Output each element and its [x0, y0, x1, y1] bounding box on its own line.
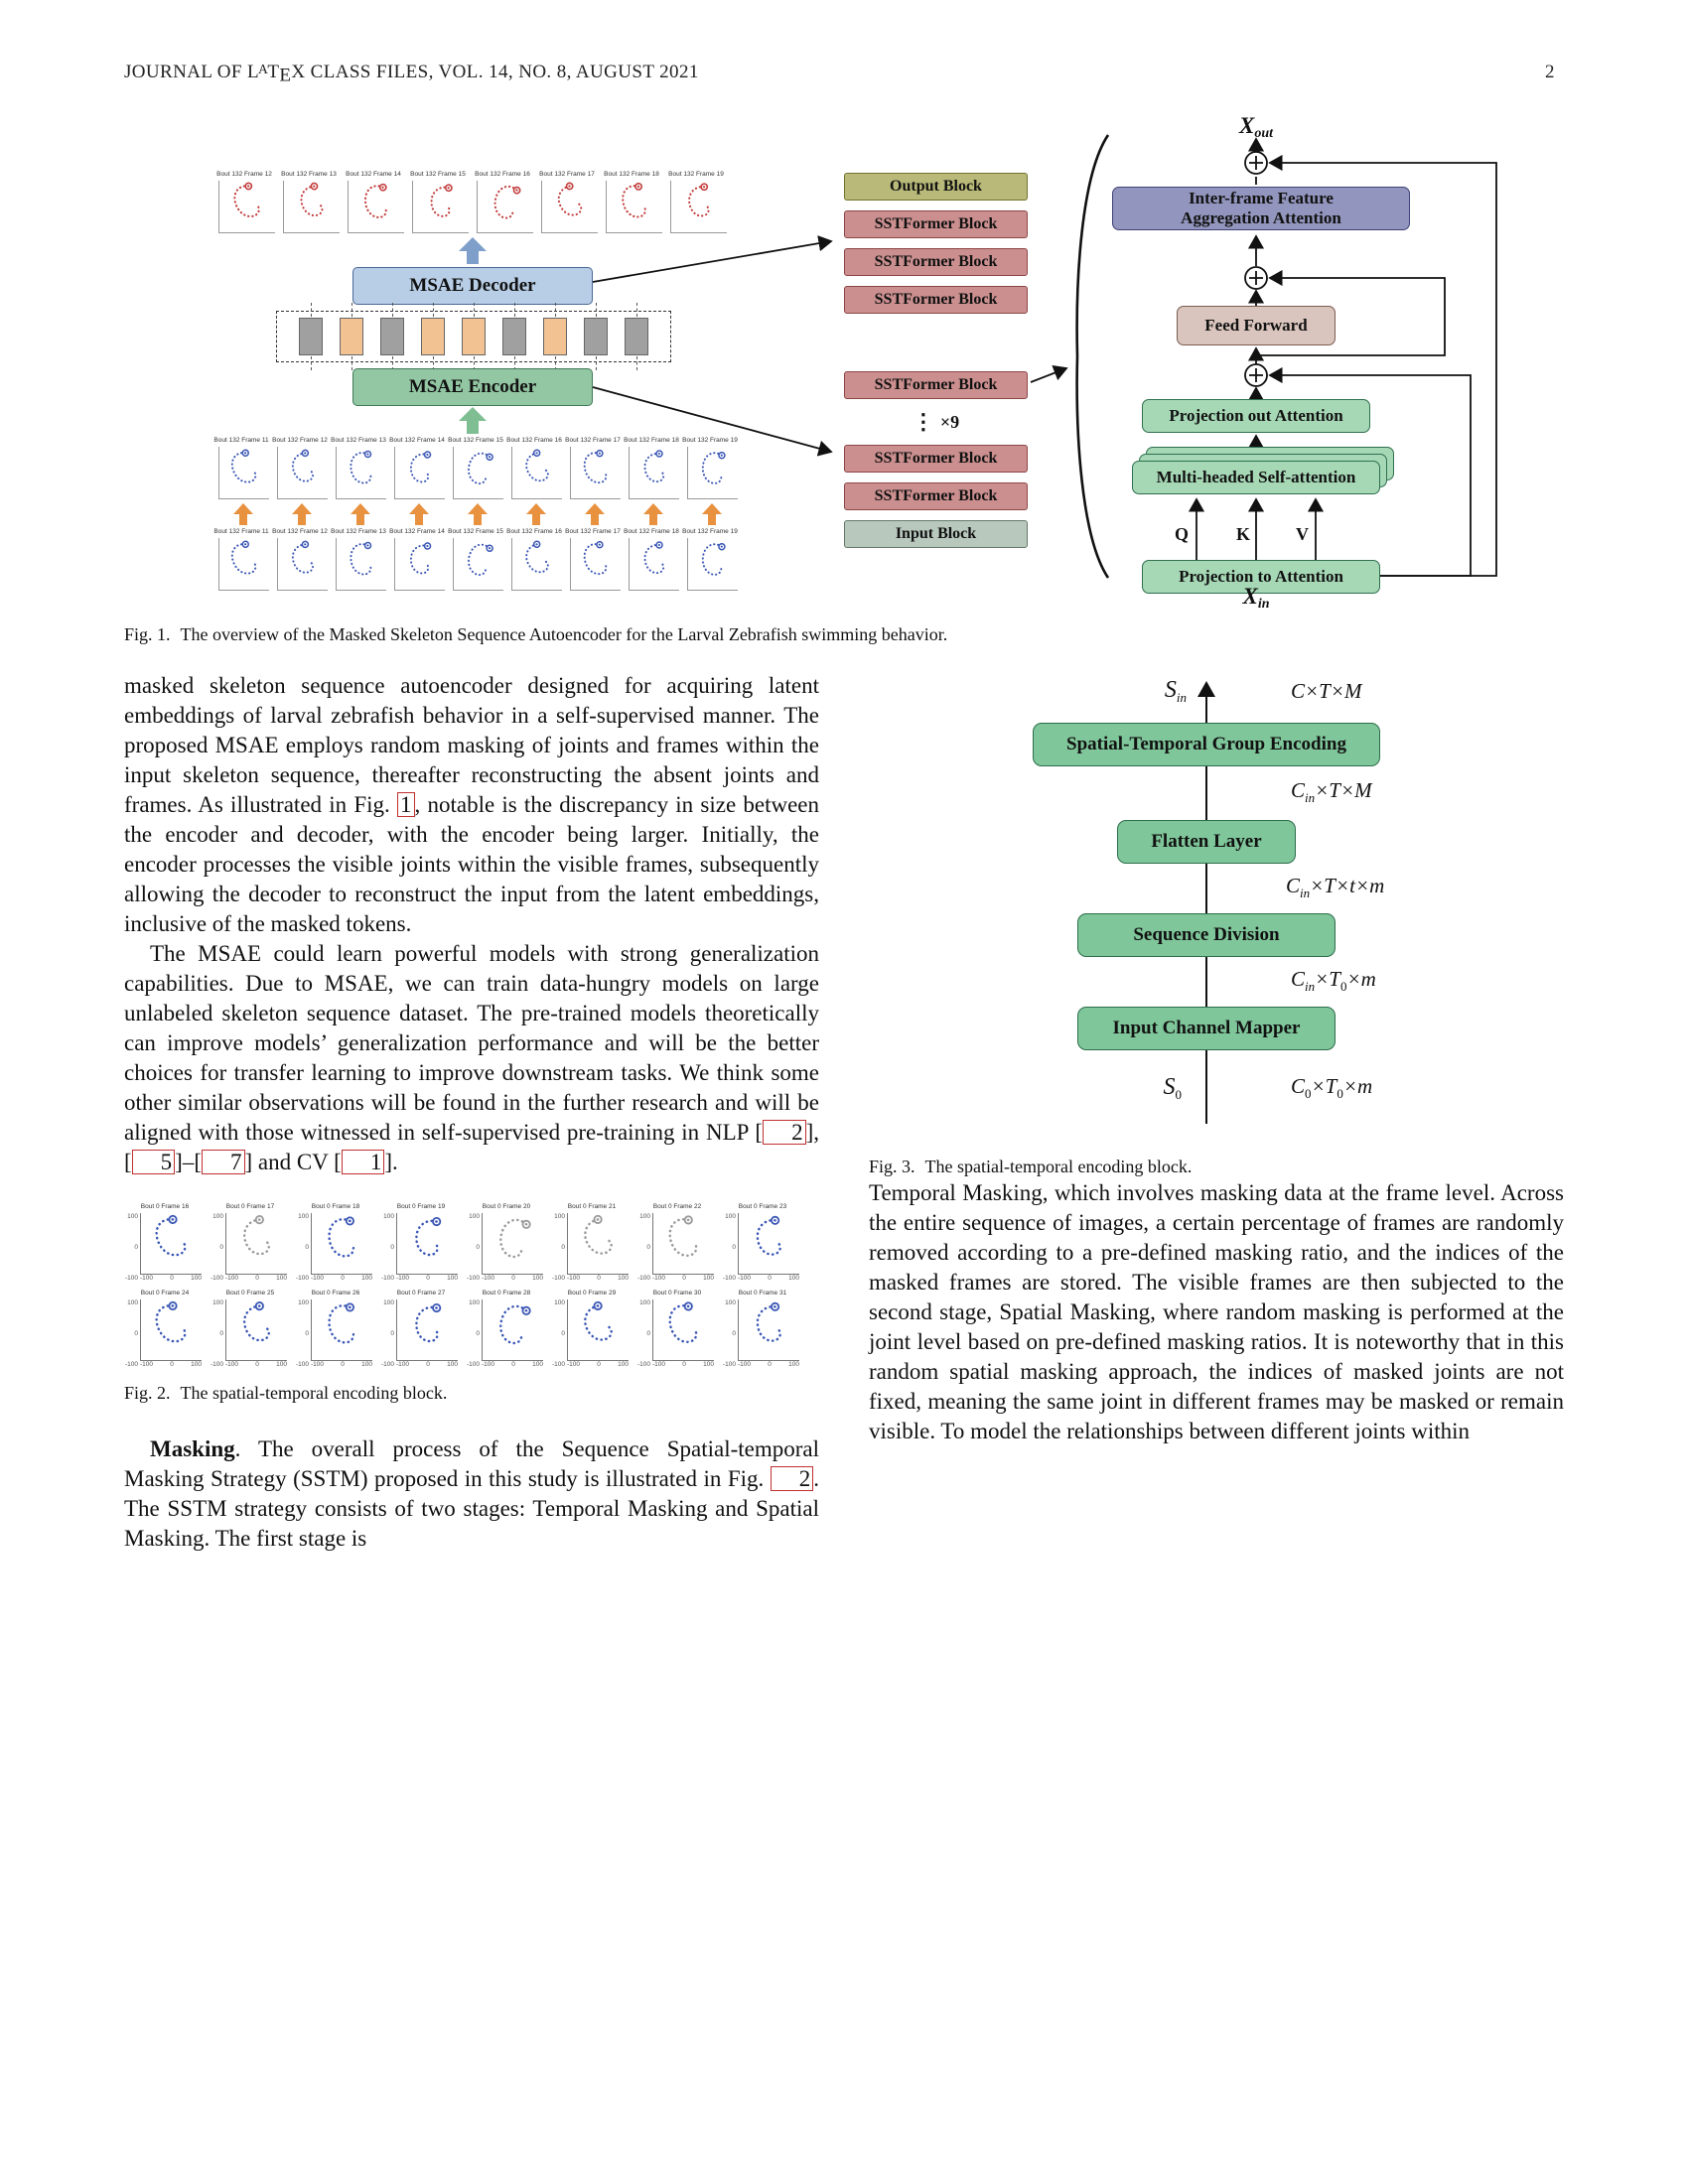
up-arrow-icon: [526, 503, 546, 525]
plot-title: Bout 132 Frame 12: [272, 437, 328, 444]
plot-title: Bout 0 Frame 29: [567, 1290, 617, 1297]
skeleton-plot: [722, 1290, 803, 1368]
skeleton-plot: [636, 1203, 718, 1282]
skeleton-plot: [565, 528, 621, 591]
plot-title: Bout 132 Frame 13: [281, 171, 337, 178]
skeleton-plot: [213, 171, 275, 233]
plot-axes: [567, 1299, 629, 1361]
skeleton-plot: [624, 437, 679, 499]
x-axis-ticks: -100 0 100: [396, 1275, 458, 1282]
fig3-caption: Fig. 3. The spatial-temporal encoding block.: [869, 1157, 1193, 1176]
x-axis-ticks: -100 0 100: [738, 1361, 799, 1368]
plot-title: Bout 0 Frame 28: [482, 1290, 531, 1297]
plot-axes: [652, 1299, 714, 1361]
skeleton-plot: [124, 1203, 206, 1282]
plot-title: Bout 132 Frame 18: [624, 528, 679, 535]
plot-axes: [482, 1213, 543, 1275]
plot-axes: [687, 447, 738, 499]
y-axis-ticks: 100 0 -100: [551, 1213, 565, 1282]
skeleton-plot: [389, 437, 445, 499]
dim-label: $C_{in}\times T_0\times m$: [1291, 967, 1376, 994]
plot-axes: [511, 538, 562, 591]
plot-axes: [218, 538, 269, 591]
plot-title: Bout 0 Frame 20: [482, 1203, 531, 1210]
dim-label: $C_0\times T_0\times m$: [1291, 1074, 1373, 1101]
up-arrow-icon: [233, 503, 253, 525]
plot-axes: [336, 538, 386, 591]
skeleton-plot: [624, 528, 679, 591]
sstformer-block-box: SSTFormer Block: [844, 371, 1028, 399]
skeleton-plot: [124, 1290, 206, 1368]
skeleton-plot: [636, 1290, 718, 1368]
plot-axes: [396, 1213, 458, 1275]
skeleton-plot: [466, 1203, 547, 1282]
plot-axes: [541, 181, 598, 233]
mask-token: [380, 318, 404, 355]
skeleton-plot: [682, 528, 738, 591]
input-block-box: Input Block: [844, 520, 1028, 548]
paragraph: The MSAE could learn powerful models with strong generalization capabilities. Due to MSAE, we can train data-hungry models on large unlabeled skeleton sequence dataset. The pre-trained models theoretically can improve models’ generalization performance and will be the better choices for transfer learning to improve downstream tasks. We think some other similar observations will be found in the further research and will be aligned with those witnessed in self-supervised pre-training in NLP [ 2 ], [ 5 ]–[ 7 ] and CV [ 1 ].: [124, 941, 819, 1174]
plot-title: Bout 132 Frame 19: [668, 171, 724, 178]
skeleton-plot: [565, 437, 621, 499]
fig1-caption: Fig. 1. The overview of the Masked Skeleton Sequence Autoencoder for the Larval Zebrafish swimming behavior.: [124, 624, 948, 644]
plot-title: Bout 132 Frame 18: [604, 171, 659, 178]
sstformer-block-box: SSTFormer Block: [844, 248, 1028, 276]
plot-title: Bout 0 Frame 16: [140, 1203, 190, 1210]
dim-label: C×T×M: [1291, 679, 1362, 703]
encoder-block-stack: [844, 371, 1028, 548]
plot-title: Bout 132 Frame 19: [682, 437, 738, 444]
figure-1: [164, 111, 1524, 613]
plot-axes: [570, 538, 621, 591]
plot-title: Bout 132 Frame 18: [624, 437, 679, 444]
plot-axes: [482, 1299, 543, 1361]
up-arrow-icon: [459, 237, 487, 264]
plot-title: Bout 132 Frame 13: [331, 528, 386, 535]
projection-out-attention-box: Projection out Attention: [1142, 399, 1370, 433]
x-axis-ticks: -100 0 100: [225, 1361, 287, 1368]
plot-title: Bout 0 Frame 27: [396, 1290, 446, 1297]
skeleton-plot: [601, 171, 662, 233]
plot-axes: [629, 447, 679, 499]
right-column: [869, 671, 1564, 1446]
msae-decoder-box: MSAE Decoder: [352, 267, 593, 305]
input-channel-mapper-box: Input Channel Mapper: [1077, 1007, 1336, 1050]
plot-title: Bout 0 Frame 26: [311, 1290, 360, 1297]
skeleton-plot: [210, 1203, 291, 1282]
plot-title: Bout 132 Frame 16: [475, 171, 530, 178]
plot-axes: [687, 538, 738, 591]
skeleton-plot: [506, 528, 562, 591]
plot-title: Bout 0 Frame 19: [396, 1203, 446, 1210]
sequence-division-box: Sequence Division: [1077, 913, 1336, 957]
up-arrow-icon: [643, 503, 663, 525]
skeleton-plot: [272, 437, 328, 499]
skeleton-plot: [506, 437, 562, 499]
sum-icon: [1245, 152, 1267, 174]
feed-forward-box: Feed Forward: [1177, 306, 1336, 345]
reconstructed-frames-row: [213, 171, 727, 233]
sstformer-block-box: SSTFormer Block: [844, 445, 1028, 473]
plot-title: Bout 132 Frame 11: [213, 528, 269, 535]
plot-axes: [412, 181, 469, 233]
skeleton-plot: [472, 171, 533, 233]
plot-axes: [453, 447, 503, 499]
citation-link[interactable]: 1: [397, 792, 415, 817]
sstformer-block-box: SSTFormer Block: [844, 482, 1028, 510]
decoder-to-stack-arrow: [593, 241, 831, 282]
mask-token: [462, 318, 486, 355]
figure-3: [869, 671, 1564, 1178]
left-column: [124, 671, 819, 1554]
plot-axes: [396, 1299, 458, 1361]
mask-token: [340, 318, 363, 355]
plot-axes: [311, 1213, 372, 1275]
dim-label: $C_{in}\times T\times M$: [1291, 778, 1372, 805]
y-axis-ticks: 100 0 -100: [466, 1213, 480, 1282]
plot-axes: [567, 1213, 629, 1275]
visible-frames-row: [213, 437, 738, 499]
citation-link[interactable]: 5: [132, 1150, 176, 1174]
plot-axes: [738, 1299, 799, 1361]
citation-link[interactable]: 2: [771, 1466, 814, 1491]
plot-title: Bout 132 Frame 12: [216, 171, 272, 178]
plot-title: Bout 0 Frame 30: [652, 1290, 702, 1297]
plot-axes: [511, 447, 562, 499]
plot-axes: [218, 181, 275, 233]
y-axis-ticks: 100 0 -100: [636, 1213, 650, 1282]
skeleton-plot: [295, 1203, 376, 1282]
skeleton-plot: [331, 528, 386, 591]
plot-title: Bout 132 Frame 14: [346, 171, 401, 178]
x-axis-ticks: -100 0 100: [652, 1361, 714, 1368]
skeleton-plot: [295, 1290, 376, 1368]
plot-axes: [394, 538, 445, 591]
plot-title: Bout 0 Frame 22: [652, 1203, 702, 1210]
plot-axes: [277, 447, 328, 499]
plot-title: Bout 132 Frame 16: [506, 437, 562, 444]
plot-title: Bout 132 Frame 17: [565, 528, 621, 535]
projection-to-attention-box: Projection to Attention: [1142, 560, 1380, 594]
y-axis-ticks: 100 0 -100: [295, 1213, 309, 1282]
x-out-label: Xout: [1238, 113, 1274, 141]
x-axis-ticks: -100 0 100: [482, 1361, 543, 1368]
up-arrow-icon: [459, 407, 487, 434]
plot-title: Bout 132 Frame 19: [682, 528, 738, 535]
mask-token: [584, 318, 608, 355]
plot-title: Bout 0 Frame 31: [738, 1290, 787, 1297]
y-axis-ticks: 100 0 -100: [380, 1299, 394, 1368]
plot-axes: [283, 181, 340, 233]
skeleton-plot: [343, 171, 404, 233]
mask-token: [299, 318, 323, 355]
skeleton-plot: [213, 528, 269, 591]
x-axis-ticks: -100 0 100: [140, 1275, 202, 1282]
x-axis-ticks: -100 0 100: [225, 1275, 287, 1282]
skeleton-plot: [448, 437, 503, 499]
y-axis-ticks: 100 0 -100: [636, 1299, 650, 1368]
sstformer-block-box: SSTFormer Block: [844, 286, 1028, 314]
masked-token-row: [276, 311, 671, 362]
skeleton-plot: [551, 1203, 633, 1282]
paragraph: masked skeleton sequence autoencoder designed for acquiring latent embeddings of larval zebrafish behavior in a self-supervised manner. The proposed MSAE employs random masking of joints and frames within the input skeleton sequence, thereafter reconstructing the absent joints and frames. As illustrated in Fig. 1 , notable is the discrepancy in size between the encoder and decoder, with the encoder being larger. Initially, the encoder processes the visible joints within the visible frames, subsequently allowing the decoder to reconstruct the input from the latent embeddings, inclusive of the masked tokens.: [124, 673, 819, 936]
y-axis-ticks: 100 0 -100: [210, 1299, 223, 1368]
plot-title: Bout 132 Frame 17: [565, 437, 621, 444]
interframe-attention-box: Inter-frame Feature Aggregation Attention: [1112, 187, 1410, 230]
multi-headed-self-attention-box: Multi-headed Self-attention: [1132, 461, 1380, 494]
plot-axes: [606, 181, 662, 233]
plot-axes: [140, 1299, 202, 1361]
y-axis-ticks: 100 0 -100: [551, 1299, 565, 1368]
skeleton-plot: [389, 528, 445, 591]
plot-title: Bout 0 Frame 18: [311, 1203, 360, 1210]
plot-title: Bout 132 Frame 11: [213, 437, 269, 444]
mask-token: [502, 318, 526, 355]
sum-icon: [1245, 364, 1267, 386]
plot-title: Bout 132 Frame 14: [389, 528, 445, 535]
plot-axes: [477, 181, 533, 233]
mask-token: [625, 318, 648, 355]
plot-axes: [670, 181, 727, 233]
x-axis-ticks: -100 0 100: [140, 1361, 202, 1368]
y-axis-ticks: 100 0 -100: [124, 1213, 138, 1282]
plot-axes: [348, 181, 404, 233]
x-axis-ticks: -100 0 100: [311, 1275, 372, 1282]
plot-title: Bout 132 Frame 16: [506, 528, 562, 535]
y-axis-ticks: 100 0 -100: [124, 1299, 138, 1368]
plot-axes: [218, 447, 269, 499]
skeleton-plot: [466, 1290, 547, 1368]
plot-axes: [738, 1213, 799, 1275]
plot-title: Bout 0 Frame 21: [567, 1203, 617, 1210]
x-axis-ticks: -100 0 100: [738, 1275, 799, 1282]
sum-icon: [1245, 267, 1267, 289]
s-in-label: $S_{in}$: [1164, 677, 1187, 705]
plot-axes: [225, 1299, 287, 1361]
plot-axes: [311, 1299, 372, 1361]
flatten-layer-box: Flatten Layer: [1117, 820, 1296, 864]
x-axis-ticks: -100 0 100: [482, 1275, 543, 1282]
page-number: 2: [1545, 62, 1555, 82]
frame-arrows-row: [213, 503, 741, 525]
q-label: Q: [1175, 524, 1190, 544]
spatial-temporal-group-encoding-box: Spatial-Temporal Group Encoding: [1033, 723, 1380, 766]
citation-link[interactable]: 7: [202, 1150, 245, 1174]
skeleton-plot: [380, 1290, 462, 1368]
plot-title: Bout 132 Frame 12: [272, 528, 328, 535]
plot-axes: [140, 1213, 202, 1275]
plot-title: Bout 0 Frame 24: [140, 1290, 190, 1297]
up-arrow-icon: [468, 503, 488, 525]
plot-title: Bout 132 Frame 15: [448, 528, 503, 535]
x-in-label: Xin: [1242, 584, 1270, 612]
mask-token: [421, 318, 445, 355]
y-axis-ticks: 100 0 -100: [295, 1299, 309, 1368]
plot-axes: [394, 447, 445, 499]
x-axis-ticks: -100 0 100: [567, 1275, 629, 1282]
skeleton-plot: [722, 1203, 803, 1282]
skeleton-plot: [278, 171, 340, 233]
skeleton-plot: [536, 171, 598, 233]
repeat-times-label: ⋮ ×9: [912, 409, 960, 434]
skeleton-plot: [331, 437, 386, 499]
fig2-bottom-row: [124, 1290, 819, 1368]
mask-token: [543, 318, 567, 355]
plot-title: Bout 0 Frame 23: [738, 1203, 787, 1210]
up-arrow-icon: [585, 503, 605, 525]
output-block-box: Output Block: [844, 173, 1028, 201]
skeleton-plot: [407, 171, 469, 233]
plot-axes: [336, 447, 386, 499]
msae-encoder-box: MSAE Encoder: [352, 368, 593, 406]
skeleton-plot: [210, 1290, 291, 1368]
paragraph: Masking. The overall process of the Sequence Spatial-temporal Masking Strategy (SSTM) proposed in this study is illustrated in Fig. 2 . The SSTM strategy consists of two stages: Temporal Masking and Spatial Masking. The first stage is: [124, 1436, 819, 1551]
decoder-block-stack: [844, 173, 1028, 314]
skeleton-plot: [448, 528, 503, 591]
plot-axes: [570, 447, 621, 499]
skeleton-plot: [551, 1290, 633, 1368]
plot-title: Bout 132 Frame 14: [389, 437, 445, 444]
fig3-diagram: [869, 671, 1564, 1138]
citation-link[interactable]: 1: [342, 1150, 385, 1174]
plot-axes: [225, 1213, 287, 1275]
figure-2: [124, 1203, 819, 1405]
plot-title: Bout 132 Frame 15: [448, 437, 503, 444]
skeleton-plot: [682, 437, 738, 499]
plot-axes: [629, 538, 679, 591]
sstformer-block-box: SSTFormer Block: [844, 210, 1028, 238]
citation-link[interactable]: 2: [763, 1120, 806, 1145]
plot-title: Bout 132 Frame 17: [539, 171, 595, 178]
k-label: K: [1236, 524, 1251, 544]
x-axis-ticks: -100 0 100: [652, 1275, 714, 1282]
plot-axes: [277, 538, 328, 591]
up-arrow-icon: [702, 503, 722, 525]
up-arrow-icon: [351, 503, 370, 525]
up-arrow-icon: [292, 503, 312, 525]
plot-title: Bout 0 Frame 17: [225, 1203, 275, 1210]
v-label: V: [1296, 524, 1309, 544]
skeleton-plot: [272, 528, 328, 591]
plot-title: Bout 0 Frame 25: [225, 1290, 275, 1297]
detail-brace: [1077, 135, 1108, 578]
x-axis-ticks: -100 0 100: [567, 1361, 629, 1368]
sstformer-to-detail-arrow: [1031, 368, 1066, 382]
paragraph: Temporal Masking, which involves masking data at the frame level. Across the entire sequence of images, a certain percentage of frames are randomly removed according to a pre-defined masking ratio, and the indices of the masked frames are stored. The visible frames are then subjected to the second stage, Spatial Masking, where random masking is performed at the joint level based on pre-defined masking ratios. It is noteworthy that in this random spatial masking approach, the indices of masked joints are not fixed, meaning the same joint in different frames may be masked or remain visible. To model the relationships between different joints within: [869, 1180, 1564, 1443]
fig2-caption: Fig. 2. The spatial-temporal encoding block.: [124, 1383, 448, 1403]
plot-axes: [652, 1213, 714, 1275]
y-axis-ticks: 100 0 -100: [210, 1213, 223, 1282]
x-axis-ticks: -100 0 100: [311, 1361, 372, 1368]
up-arrow-icon: [409, 503, 429, 525]
skeleton-plot: [665, 171, 727, 233]
skeleton-plot: [380, 1203, 462, 1282]
dim-label: $C_{in}\times T\times t\times m$: [1286, 874, 1385, 900]
plot-title: Bout 132 Frame 13: [331, 437, 386, 444]
fig2-top-row: [124, 1203, 819, 1282]
s-0-label: $S_0$: [1163, 1074, 1182, 1102]
skeleton-plot: [213, 437, 269, 499]
y-axis-ticks: 100 0 -100: [722, 1299, 736, 1368]
plot-axes: [453, 538, 503, 591]
x-axis-ticks: -100 0 100: [396, 1361, 458, 1368]
y-axis-ticks: 100 0 -100: [380, 1213, 394, 1282]
plot-title: Bout 132 Frame 15: [410, 171, 466, 178]
journal-header: JOURNAL OF $L^ATEX$ CLASS FILES, VOL. 14, NO. 8, AUGUST 2021: [124, 62, 699, 86]
y-axis-ticks: 100 0 -100: [466, 1299, 480, 1368]
input-frames-row: [213, 528, 738, 591]
y-axis-ticks: 100 0 -100: [722, 1213, 736, 1282]
